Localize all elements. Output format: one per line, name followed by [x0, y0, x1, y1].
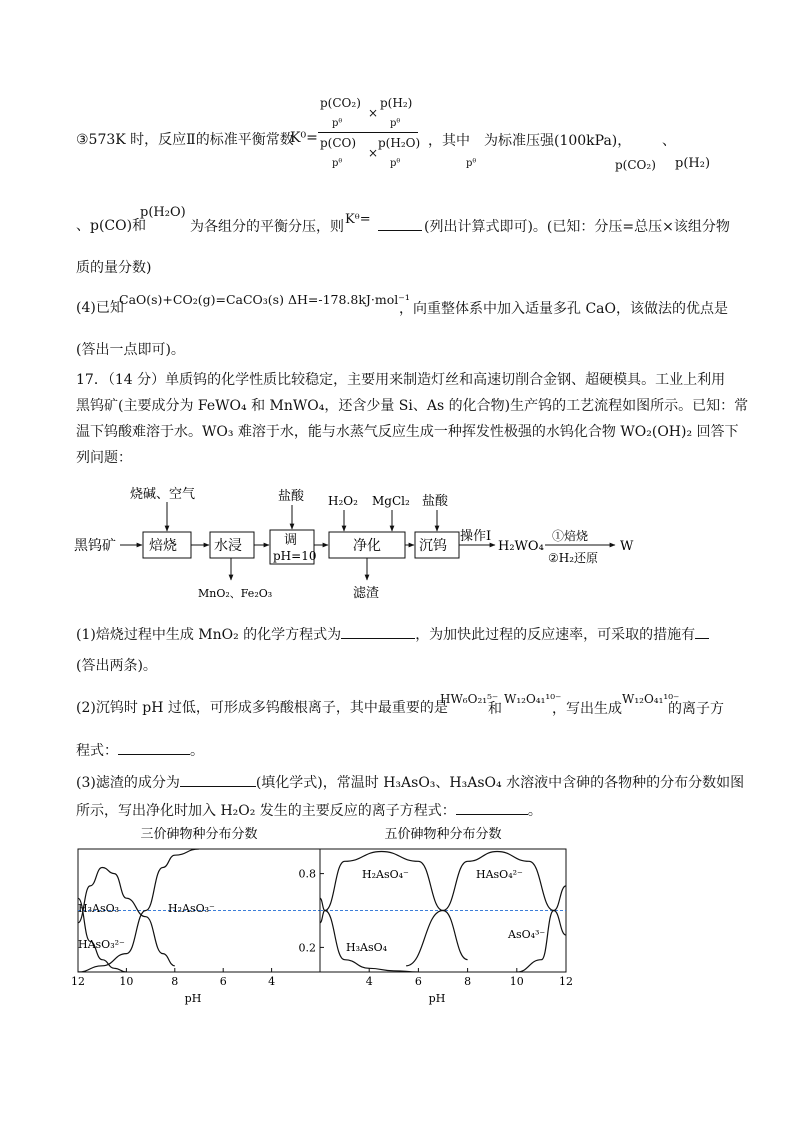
q17-intro-4: 列问题：	[76, 450, 132, 466]
x-tick-label-1-0: 4	[365, 975, 373, 988]
frac-times-2: ×	[368, 146, 379, 160]
flow-step2: ②H₂还原	[548, 551, 599, 565]
flow-adjust-2: pH=10	[273, 549, 317, 563]
flow-ore: 黑钨矿	[74, 538, 116, 554]
flow-product: H₂WO₄	[498, 539, 544, 554]
series-line-1-0	[320, 898, 418, 972]
answer-blank-p1-eq[interactable]	[341, 624, 415, 639]
flow-out-purify: 滤渣	[353, 586, 380, 601]
q16-part3-std: 为标准压强(100kPa)，	[484, 133, 632, 149]
frac-times-1: ×	[368, 106, 379, 120]
y-tick-label-1-1: 0.8	[298, 867, 316, 881]
q17-p1-a: (1)焙烧过程中生成 MnO₂ 的化学方程式为	[76, 627, 342, 643]
flow-op: 操作I	[460, 529, 492, 544]
frac-num-b: p(H₂)	[380, 96, 413, 110]
q16-line2	[76, 216, 146, 236]
q17-p3-line2	[76, 800, 542, 821]
comma-sep: 、	[662, 133, 676, 149]
q17-p2-b: ，写出生成	[552, 701, 622, 717]
flow-in-mgcl2: MgCl₂	[372, 494, 410, 508]
q16-part4-b: ，向重整体系中加入适量多孔 CaO，该做法的优点是	[399, 301, 728, 317]
flow-leach: 水浸	[214, 538, 242, 554]
ph2o-term: p(H₂O)	[140, 205, 186, 220]
ktheta-symbol: Kᶿ=	[345, 212, 371, 227]
fraction-bar	[318, 132, 418, 133]
answer-blank-p3-residue[interactable]	[180, 772, 256, 787]
flow-adjust-1: 调	[284, 533, 298, 548]
q16-line2-a: 、p(CO)和	[76, 218, 147, 234]
q16-part3-lead	[76, 130, 294, 150]
q16-part4	[76, 298, 124, 318]
frac-ptheta-4: pᶿ	[390, 158, 401, 169]
x-tick-label-1-3: 10	[509, 975, 524, 988]
q17-p3-c: 所示，写出净化时加入 H₂O₂ 发生的主要反应的离子方程式：	[76, 803, 456, 819]
frac-ptheta-3: pᶿ	[332, 158, 343, 169]
x-tick-label-0-0: 12	[71, 975, 85, 988]
answer-blank-p1-measures[interactable]	[695, 624, 709, 639]
process-flow-diagram	[70, 480, 730, 610]
q17-p2-a: (2)沉钨时 pH 过低，可形成多钨酸根离子，其中最重要的是	[76, 700, 448, 716]
x-tick-label-1-2: 8	[464, 975, 472, 988]
x-tick-label-0-2: 8	[171, 975, 179, 988]
k0-fraction	[318, 96, 421, 176]
q17-p2-and: 和	[488, 701, 502, 717]
q17-intro-1: 17．（14 分）单质钨的化学性质比较稳定，主要用来制造灯丝和高速切削合金钢、超硬模具。工业上利用	[76, 372, 726, 388]
ion-w12o41-1: W₁₂O₄₁¹⁰⁻	[504, 692, 562, 706]
q17-intro-2: 黑钨矿(主要成分为 FeWO₄ 和 MnWO₄，还含少量 Si、As 的化合物)生产钨的工艺流程如图所示。已知：常	[76, 398, 749, 414]
flow-precip: 沉钨	[419, 538, 447, 554]
frac-den-a: p(CO)	[320, 136, 357, 150]
flow-in-h2o2: H₂O₂	[328, 494, 358, 508]
flow-purify: 净化	[353, 538, 381, 554]
k0-symbol: K⁰=	[290, 130, 318, 146]
flow-in-roast: 烧碱、空气	[130, 487, 196, 502]
q16-part3-mid: ，其中	[428, 133, 470, 149]
q16-part4-c: (答出一点即可)。	[76, 342, 185, 358]
x-tick-label-0-1: 10	[119, 975, 134, 988]
q17-p3-b: (填化学式)，常温时 H₃AsO₃、H₃AsO₄ 水溶液中含砷的各物种的分布分数如图	[255, 775, 745, 791]
q16-line2-b: 为各组分的平衡分压，则	[190, 219, 344, 235]
series-label-0-0: H₃AsO₃	[78, 902, 120, 915]
flow-roast: 焙烧	[149, 538, 177, 554]
q17-p1-b: ，为加快此过程的反应速率，可采取的措施有	[415, 627, 696, 643]
x-tick-label-1-1: 6	[414, 975, 422, 988]
pco2-term: p(CO₂)	[615, 158, 656, 172]
frac-num-a: p(CO₂)	[320, 96, 361, 110]
ion-w12o41-2: W₁₂O₄₁¹⁰⁻	[622, 692, 680, 706]
q16-line2-c: (列出计算式即可)。(已知：分压=总压×该组分物	[424, 219, 730, 235]
q17-p2	[76, 698, 448, 718]
frac-den-b: p(H₂O)	[378, 136, 421, 150]
q17-p1	[76, 624, 709, 645]
arsenic-distribution-charts	[60, 822, 580, 1007]
cao-equation: CaO(s)+CO₂(g)=CaCO₃(s) ΔH=-178.8kJ·mol⁻¹	[119, 292, 410, 307]
series-label-1-1: H₂AsO₄⁻	[362, 868, 409, 881]
y-tick-label-1-0: 0.2	[298, 941, 316, 955]
q17-p3-end: 。	[527, 803, 542, 819]
frac-ptheta-2: pᶿ	[390, 118, 401, 129]
series-label-1-2: HAsO₄²⁻	[476, 868, 523, 881]
flow-out-leach: MnO₂、Fe₂O₃	[198, 587, 273, 600]
q17-p3	[76, 772, 744, 793]
answer-blank-p3-eq[interactable]	[456, 800, 528, 815]
q17-intro-3: 温下钨酸难溶于水。WO₃ 难溶于水，能与水蒸气反应生成一种挥发性极强的水钨化合物 WO₂(OH)₂ 回答下	[76, 424, 739, 440]
frac-ptheta-1: pᶿ	[332, 118, 343, 129]
ptheta-standard: pᶿ	[466, 158, 477, 169]
series-label-1-3: AsO₄³⁻	[508, 928, 546, 941]
series-label-1-0: H₃AsO₄	[346, 941, 388, 954]
q17-p1-c: (答出两条)。	[76, 658, 157, 674]
x-tick-label-0-3: 6	[219, 975, 227, 988]
q16-part4-a: (4)已知	[76, 300, 124, 316]
flow-in-adjust: 盐酸	[278, 489, 305, 504]
flow-step1: ①焙烧	[552, 529, 589, 543]
series-label-0-2: HAsO₃²⁻	[78, 938, 125, 951]
answer-blank-p2[interactable]	[118, 740, 190, 755]
x-tick-label-1-4: 12	[559, 975, 573, 988]
series-label-0-1: H₂AsO₃⁻	[168, 902, 215, 915]
chart-title-0: 三价砷物种分布分数	[140, 827, 258, 842]
q17-p2-end: 。	[190, 743, 204, 759]
q16-line3: 质的量分数)	[76, 260, 152, 276]
flow-final: W	[620, 539, 634, 554]
q17-p2-line2	[76, 740, 204, 761]
answer-blank-ktheta[interactable]	[378, 216, 422, 235]
q17-p2-c: 的离子方	[668, 701, 724, 717]
q17-p2-d: 程式：	[76, 743, 118, 759]
x-tick-label-0-4: 4	[268, 975, 276, 988]
q17-p3-a: (3)滤渣的成分为	[76, 775, 180, 791]
ion-hw6o21: HW₆O₂₁⁵⁻	[440, 692, 499, 706]
x-axis-label-1: pH	[428, 992, 446, 1005]
chart-title-1: 五价砷物种分布分数	[384, 827, 502, 842]
x-axis-label-0: pH	[184, 992, 202, 1005]
flow-in-precip: 盐酸	[422, 494, 449, 509]
ph2-term: p(H₂)	[675, 156, 711, 171]
series-line-0-1	[78, 868, 175, 966]
q16-part3-pre: ③573K 时，反应Ⅱ的标准平衡常数	[76, 132, 294, 148]
